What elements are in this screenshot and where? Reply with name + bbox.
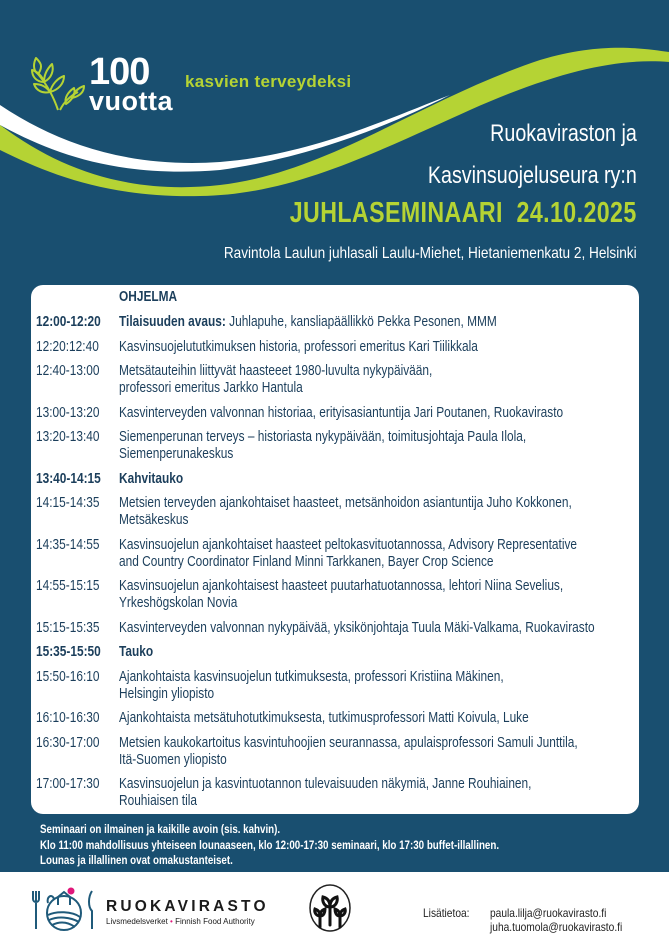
program-item-line: Ajankohtaista kasvinsuojelun tutkimuksesta, professori Kristiina Mäkinen,: [119, 668, 504, 685]
program-item-time: 13:00-13:20: [36, 404, 100, 421]
program-item-line: Metsätauteihin liittyvät haasteeet 1980-luvulta nykypäivään,: [119, 363, 433, 379]
program-item-description: [119, 471, 183, 488]
program-item-line: Ajankohtaista metsätuhotutkimuksesta, tutkimusprofessori Matti Koivula, Luke: [119, 710, 529, 726]
program-item-line: Helsingin yliopisto: [119, 685, 215, 702]
program-item-line: Kasvinterveyden valvonnan nykypäivää, yksikönjohtaja Tuula Mäki-Valkama, Ruokavirasto: [119, 619, 595, 636]
leaf-sprig-icon: [30, 56, 86, 114]
contact-email[interactable]: paula.lilja@ruokavirasto.fi: [490, 906, 607, 920]
program-item-time: 14:35-14:55: [36, 536, 100, 553]
program-item-time: 13:20-13:40: [36, 429, 100, 445]
title-line-1: Ruokaviraston ja: [490, 120, 637, 147]
program-item-time: 12:40-13:00: [36, 363, 100, 379]
program-item-description: [119, 710, 529, 727]
program-item-line: professori emeritus Jarkko Hantula: [119, 380, 303, 396]
kasvinsuojeluseura-seal-icon: [308, 883, 352, 933]
program-item-line: Kasvinsuojelun ajankohtaisest haasteet puutarhatuotannossa, lehtori Niina Sevelius,: [119, 578, 564, 594]
program-item-time: 17:00-17:30: [36, 776, 100, 792]
program-item-description: [119, 644, 153, 661]
program-item-time: 12:00-12:20: [36, 314, 101, 330]
logo-tagline: kasvien terveydeksi: [185, 72, 352, 91]
program-item-lead: Tilaisuuden avaus:: [119, 314, 226, 330]
program-item-description: [119, 669, 504, 703]
program-item-description: [119, 405, 563, 422]
program-item-line: Itä-Suomen yliopisto: [119, 751, 227, 768]
program-item-time: 15:35-15:50: [36, 644, 101, 660]
program-item-line: Kasvinterveyden valvonnan historiaa, erityisasiantuntija Jari Poutanen, Ruokavirasto: [119, 404, 564, 421]
program-item-line: Siemenperunan terveys – historiasta nykypäivään, toimitusjohtaja Paula Ilola,: [119, 429, 527, 445]
program-heading: OHJELMA: [119, 289, 178, 305]
program-item-time: 14:15-14:35: [36, 495, 100, 511]
notes: [40, 823, 499, 870]
program-item-line: Metsien terveyden ajankohtaiset haasteet, metsänhoidon asiantuntija Juho Kokkonen,: [119, 495, 572, 511]
program-item-description: [119, 314, 497, 331]
program-item-line: Siemenperunakeskus: [119, 446, 234, 462]
program-item-description: [119, 578, 563, 612]
program-box: [31, 285, 639, 814]
ruokavirasto-name: RUOKAVIRASTO: [106, 898, 269, 915]
program-item-time: 16:30-17:00: [36, 734, 100, 751]
program-item-line: Kasvinsuojelun ja kasvintuotannon tulevaisuuden näkymiä, Janne Rouhiainen,: [119, 776, 532, 792]
program-item-description: [119, 776, 531, 810]
program-item-line: Kahvitauko: [119, 470, 184, 487]
program-item-time: 13:40-14:15: [36, 470, 101, 487]
note-line: Lounas ja illallinen ovat omakustanteiset.: [40, 855, 233, 867]
note-line: Seminaari on ilmainen ja kaikille avoin (sis. kahvin).: [40, 824, 281, 836]
program-item-time: 14:55-15:15: [36, 578, 100, 594]
ruokavirasto-sub-left: Livsmedelsverket: [106, 917, 168, 926]
event-title: JUHLASEMINAARI 24.10.2025: [290, 197, 637, 229]
program-item-time: 15:50-16:10: [36, 668, 100, 685]
program-item-line: Yrkeshögskolan Novia: [119, 595, 238, 611]
note-line: Klo 11:00 mahdollisuus yhteiseen lounaaseen, klo 12:00-17:30 seminaari, klo 17:30 buffet-illallinen.: [40, 839, 500, 852]
logo-number: 100: [89, 51, 150, 93]
contact-email[interactable]: juha.tuomola@ruokavirasto.fi: [490, 920, 623, 934]
ruokavirasto-sub-dot: •: [170, 917, 173, 926]
ruokavirasto-subtitle: [106, 917, 255, 926]
program-item-line: Metsien kaukokartoitus kasvintuhoojien seurannassa, apulaisprofessori Samuli Junttila,: [119, 734, 578, 751]
program-item-line: Rouhiaisen tila: [119, 793, 198, 809]
program-item-line: Metsäkeskus: [119, 512, 189, 528]
title-line-2: Kasvinsuojeluseura ry:n: [428, 162, 637, 189]
program-item-line: Juhlapuhe, kansliapäällikkö Pekka Pesonen, MMM: [225, 314, 497, 330]
program-item-description: [119, 363, 432, 397]
program-item-line: Kasvinsuojelun ajankohtaiset haasteet peltokasvituotannossa, Advisory Representative: [119, 536, 578, 553]
program-item-description: [119, 537, 577, 571]
program-item-line: Tauko: [119, 644, 154, 660]
program-item-description: [119, 429, 526, 463]
program-item-description: [119, 620, 595, 637]
program-item-description: [119, 339, 478, 356]
logo-word: vuotta: [89, 86, 173, 116]
program-item-time: 12:20:12:40: [36, 338, 99, 355]
venue: Ravintola Laulun juhlasali Laulu-Miehet, Hietaniemenkatu 2, Helsinki: [224, 245, 637, 262]
program-item-line: and Country Coordinator Finland Minni Tarkkanen, Bayer Crop Science: [119, 553, 494, 570]
ruokavirasto-logo-icon: [30, 887, 98, 933]
contact-label: Lisätietoa:: [423, 906, 470, 920]
program-item-time: 15:15-15:35: [36, 619, 100, 636]
program-item-time: 16:10-16:30: [36, 710, 100, 726]
program-item-description: [119, 735, 578, 769]
program-item-description: [119, 495, 572, 529]
program-item-line: Kasvinsuojelututkimuksen historia, professori emeritus Kari Tiilikkala: [119, 338, 478, 355]
ruokavirasto-sub-right: Finnish Food Authority: [175, 917, 255, 926]
